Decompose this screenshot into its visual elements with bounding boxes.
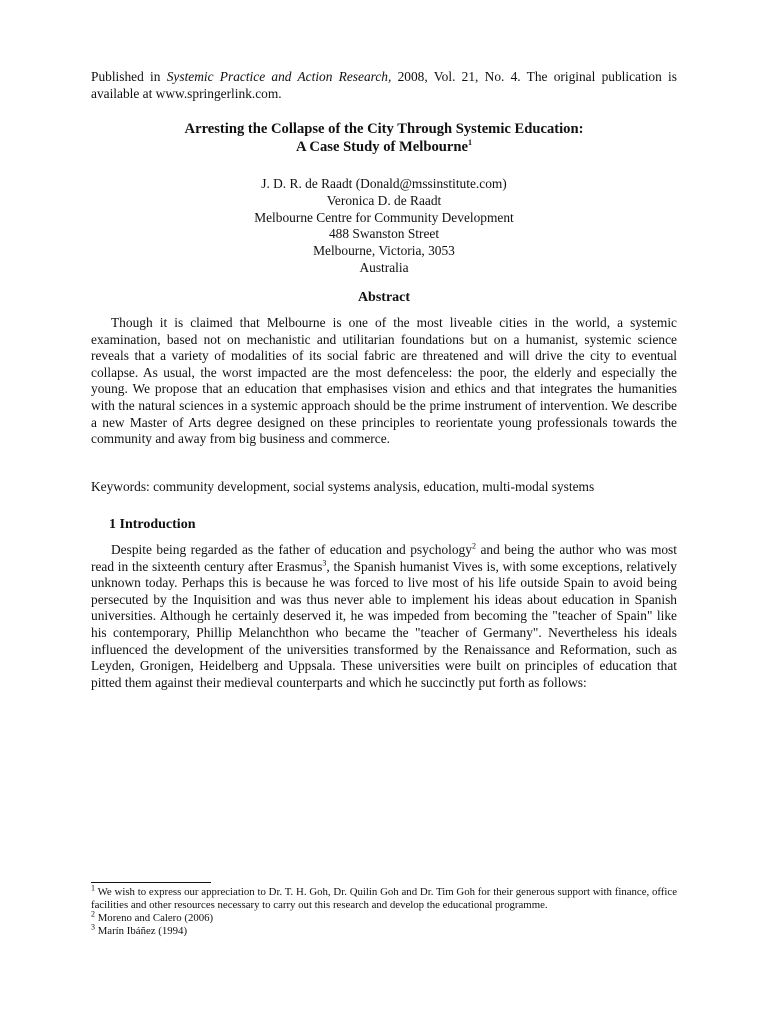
footnote-ref-2: 2 — [471, 541, 476, 551]
footnote-mark: 2 — [91, 909, 95, 919]
abstract-heading: Abstract — [357, 290, 411, 305]
author-line: 488 Swanston Street — [328, 226, 440, 242]
footnotes — [91, 883, 677, 938]
publication-rest: 2008, Vol. 21, No. 4. The original publication is available at www.springerlink.com. — [91, 69, 677, 101]
publication-prefix: Published in — [91, 69, 167, 84]
footnote-divider — [91, 882, 211, 883]
footnote-item — [91, 922, 677, 938]
intro-text-part-3: , the Spanish humanist Vives is, with some exceptions, relatively unknown today. Perhaps this is because he was forced to live most of his life outside Spain to avoid being persecuted by the Inquisition and was thus never able to implement his ideas about education in Spanish universities. Although he certainly deserved it, he was impeded from becoming the "teacher of Spain" like his contemporary, Phillip Melanchthon who became the "teacher of Germany". Nevertheless his ideals influenced the development of the universities transformed by the Renaissance and Reformation, such as Leyden, Gronigen, Heidelberg and Uppsala. These universities were built on principles of education that pitted them against their medieval counterparts and which he succinctly put forth as follows: — [91, 558, 677, 690]
author-line: Australia — [359, 259, 409, 275]
intro-text-part-2: and being the author who was most read in the sixteenth century after Erasmus — [91, 542, 677, 574]
author-line: Melbourne, Victoria, 3053 — [313, 243, 455, 259]
author-line: Melbourne Centre for Community Development — [254, 209, 514, 225]
footnote-text: Marín Ibáñez (1994) — [95, 925, 188, 937]
keywords: Keywords: community development, social systems analysis, education, multi-modal systems — [91, 479, 595, 494]
footnote-mark: 1 — [91, 883, 95, 893]
introduction-paragraph — [91, 542, 677, 691]
intro-text-part-1: Despite being regarded as the father of education and psychology — [111, 542, 472, 557]
author-line: J. D. R. de Raadt (Donald@mssinstitute.com) — [261, 176, 507, 191]
footnote-mark: 3 — [91, 922, 95, 932]
title-line-2: A Case Study of Melbourne — [296, 139, 468, 155]
title-line-1: Arresting the Collapse of the City Through Systemic Education: — [184, 121, 584, 137]
author-block — [91, 176, 677, 277]
footnote-ref-3: 3 — [322, 558, 327, 568]
publication-note — [91, 69, 677, 102]
section-heading-introduction: 1 Introduction — [109, 517, 196, 532]
title-footnote-mark: 1 — [467, 138, 472, 148]
abstract-text: Though it is claimed that Melbourne is one of the most liveable cities in the world, a systemic examination, based not on mechanistic and utilitarian foundations but on a humanist, systemic science reveals that a variety of modalities of its social fabric are threatened and will drive the city to eventual collapse. As usual, the worst impacted are the most defenceless: the poor, the elderly and especially the young. We propose that an education that emphasises vision and ethics and that integrates the humanities with the natural sciences in a systemic approach should be the prime instrument of intervention. We describe a new Master of Arts degree designed on these principles to reorientate young professionals towards the community and away from big business and commerce. — [91, 315, 677, 447]
author-line: Veronica D. de Raadt — [326, 192, 442, 208]
footnote-item — [91, 883, 677, 912]
journal-name: Systemic Practice and Action Research, — [166, 69, 392, 84]
footnote-text: We wish to express our appreciation to Dr. T. H. Goh, Dr. Quilin Goh and Dr. Tim Goh for their generous support with finance, office facilities and other resources necessary to carry out this research and develop the educational programme. — [91, 886, 677, 911]
footnote-item — [91, 909, 677, 925]
paper-title — [91, 120, 677, 156]
footnote-text: Moreno and Calero (2006) — [95, 912, 214, 924]
